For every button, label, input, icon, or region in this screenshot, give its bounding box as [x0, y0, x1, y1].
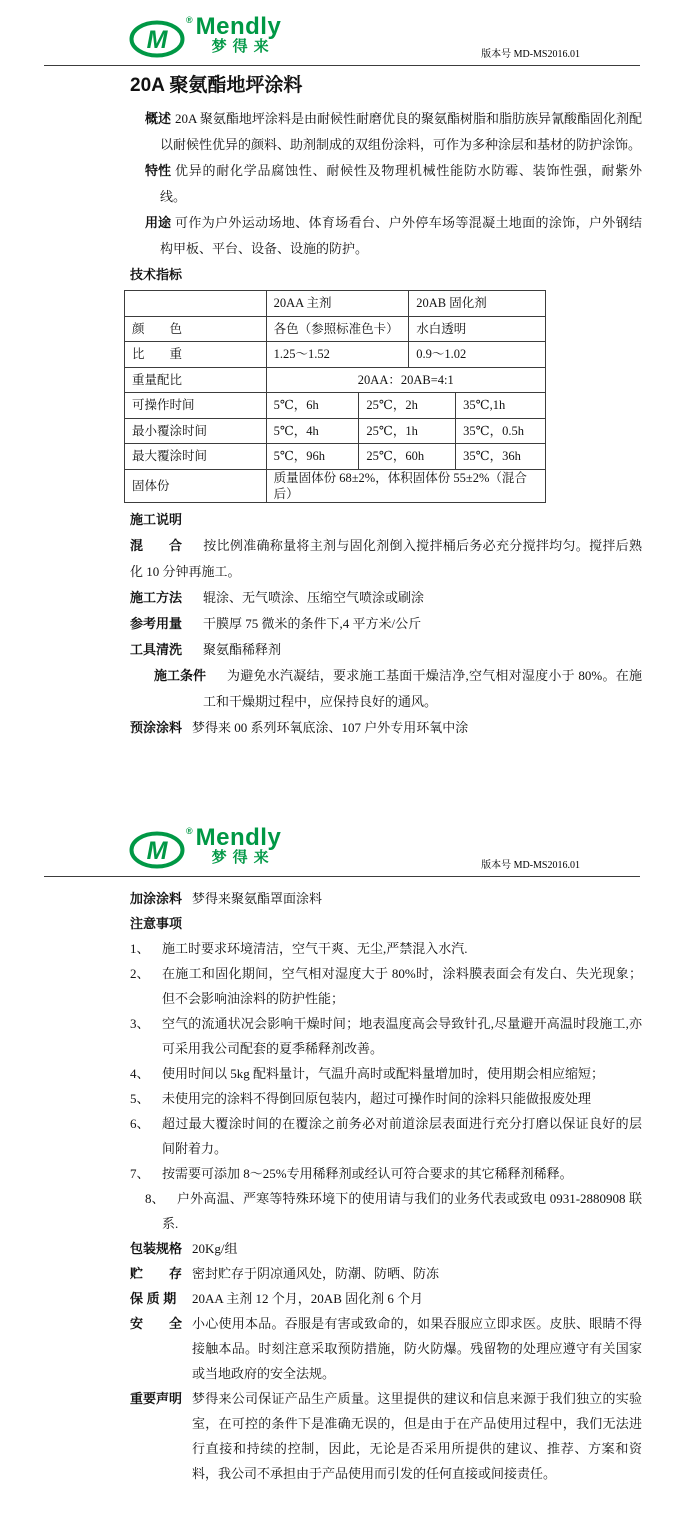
usage-text: 可作为户外运动场地、体育场看台、户外停车场等混凝土地面的涂饰，户外钢结构甲板、平台、设备、设施的防护。 [160, 215, 642, 256]
version-number: 版本号 MD-MS2016.01 [481, 859, 580, 871]
cell-min-recoat-35c: 35℃，0.5h [456, 418, 546, 444]
application-heading: 施工说明 [130, 511, 183, 527]
mendly-logo-emblem-icon [128, 16, 188, 60]
table-row-solids [125, 469, 546, 502]
table-row-pot-life [125, 393, 546, 419]
section-features [130, 158, 642, 210]
list-item [130, 1186, 642, 1236]
section-overview [130, 106, 642, 158]
note-number: 7、 [130, 1165, 150, 1181]
list-item [130, 1161, 642, 1186]
note-text: 使用时间以 5kg 配料量计，气温升高时或配料量增加时，使用期会相应缩短； [162, 1065, 605, 1081]
table-row-gravity [125, 342, 546, 368]
packaging-label: 包装规格 [130, 1240, 183, 1256]
table-row-header [125, 291, 546, 317]
list-item [130, 1086, 642, 1111]
cell-empty [125, 291, 267, 317]
section-storage [130, 1261, 642, 1286]
header-divider [44, 65, 640, 66]
overview-text: 20A 聚氨酯地坪涂料是由耐候性耐磨优良的聚氨酯树脂和脂肪族异氰酸酯固化剂配以耐候性优异的颜料、助剂制成的双组份涂料，可作为多种涂层和基材的防护涂饰。 [160, 111, 642, 152]
note-text: 空气的流通状况会影响干燥时间；地表温度高会导致针孔,尽量避开高温时段施工,亦可采用我公司配套的夏季稀释剂改善。 [162, 1015, 642, 1056]
section-precoat [130, 715, 642, 741]
cell-min-recoat-5c: 5℃，4h [266, 418, 359, 444]
notes-list [130, 936, 642, 1236]
cleaning-text: 聚氨酯稀释剂 [203, 641, 282, 657]
table-row-ratio [125, 367, 546, 393]
cell-color-main: 各色（参照标准色卡） [266, 316, 409, 342]
features-text: 优异的耐化学品腐蚀性、耐候性及物理机械性能防水防霉、装饰性强，耐紫外线。 [160, 163, 642, 204]
precoat-label: 预涂涂料 [130, 719, 183, 735]
table-row-color [125, 316, 546, 342]
table-row-max-recoat [125, 444, 546, 470]
cell-gravity-hardener: 0.9～1.02 [409, 342, 546, 368]
section-coverage [130, 611, 642, 637]
cell-main-agent-header: 20AA 主剂 [266, 291, 409, 317]
section-conditions [130, 663, 642, 715]
method-text: 辊涂、无气喷涂、压缩空气喷涂或刷涂 [203, 589, 425, 605]
section-safety [130, 1311, 642, 1386]
note-text: 未使用完的涂料不得倒回原包装内，超过可操作时间的涂料只能做报废处理 [162, 1090, 592, 1106]
conditions-text: 为避免水汽凝结，要求施工基面干燥洁净,空气相对湿度小于 80%。在施工和干燥期过程中，应保持良好的通风。 [203, 667, 642, 709]
usage-label: 用途 [145, 215, 172, 230]
list-item [130, 1111, 642, 1161]
page-title: 20A 聚氨酯地坪涂料 [130, 75, 303, 96]
page2-content [130, 886, 642, 1486]
table-row-min-recoat [125, 418, 546, 444]
page-2 [0, 811, 687, 1486]
cell-color-hardener: 水白透明 [409, 316, 546, 342]
section-shelf-life [130, 1286, 642, 1311]
safety-label: 安 全 [130, 1315, 183, 1331]
registered-trademark-icon: ® [186, 825, 193, 836]
cell-max-recoat-25c: 25℃，60h [359, 444, 456, 470]
note-number: 2、 [130, 965, 150, 981]
coverage-text: 干膜厚 75 微米的条件下,4 平方米/公斤 [203, 615, 422, 631]
cell-max-recoat-label: 最大覆涂时间 [125, 444, 267, 470]
note-text: 施工时要求环境清洁，空气干爽、无尘,严禁混入水汽. [162, 940, 468, 956]
brand-name-en: Mendly [195, 13, 282, 40]
version-number: 版本号 MD-MS2016.01 [481, 49, 580, 60]
shelf-life-label: 保 质 期 [130, 1290, 177, 1306]
header-divider [44, 876, 640, 877]
section-topcoat [130, 886, 642, 911]
mixing-text: 按比例准确称量将主剂与固化剂倒入搅拌桶后务必充分搅拌均匀。搅拌后熟化 10 分钟再施工。 [130, 537, 642, 579]
cell-color-label: 颜 色 [125, 316, 267, 342]
list-item [130, 961, 642, 1011]
cell-max-recoat-5c: 5℃，96h [266, 444, 359, 470]
page-header [0, 811, 687, 876]
section-disclaimer [130, 1386, 642, 1486]
topcoat-text: 梦得来聚氨酯罩面涂料 [192, 890, 323, 906]
logo-wordmark [195, 823, 282, 866]
cell-min-recoat-label: 最小覆涂时间 [125, 418, 267, 444]
cell-min-recoat-25c: 25℃，1h [359, 418, 456, 444]
note-text: 按需要可添加 8～25%专用稀释剂或经认可符合要求的其它稀释剂稀释。 [162, 1165, 573, 1181]
mendly-logo-emblem-icon [128, 827, 188, 871]
conditions-label: 施工条件 [154, 667, 207, 683]
packaging-text: 20Kg/组 [192, 1240, 238, 1256]
cell-gravity-main: 1.25～1.52 [266, 342, 409, 368]
note-number: 1、 [130, 940, 150, 956]
section-mixing [130, 533, 642, 585]
note-number: 3、 [130, 1015, 150, 1031]
shelf-life-text: 20AA 主剂 12 个月，20AB 固化剂 6 个月 [192, 1290, 424, 1306]
brand-name-en: Mendly [195, 823, 282, 851]
cell-gravity-label: 比 重 [125, 342, 267, 368]
brand-name-cn: 梦得来 [211, 38, 275, 55]
note-number: 4、 [130, 1065, 150, 1081]
cell-pot-5c: 5℃，6h [266, 393, 359, 419]
features-label: 特性 [145, 163, 172, 178]
page1-content [130, 71, 642, 741]
note-number: 6、 [130, 1115, 150, 1131]
notes-heading: 注意事项 [130, 915, 183, 931]
list-item [130, 936, 642, 961]
section-packaging [130, 1236, 642, 1261]
note-text: 在施工和固化期间，空气相对湿度大于 80%时，涂料膜表面会有发白、失光现象；但不会影响油涂料的防护性能； [162, 965, 642, 1006]
method-label: 施工方法 [130, 589, 183, 605]
cell-ratio-value: 20AA：20AB=4:1 [266, 367, 545, 393]
storage-text: 密封贮存于阴凉通风处，防潮、防晒、防冻 [192, 1265, 440, 1281]
list-item [130, 1011, 642, 1061]
cell-hardener-header: 20AB 固化剂 [409, 291, 546, 317]
cell-solids-value: 质量固体份 68±2%，体积固体份 55±2%（混合后） [266, 469, 545, 502]
mendly-logo [128, 823, 282, 871]
brand-name-cn: 梦得来 [211, 848, 275, 866]
cell-pot-label: 可操作时间 [125, 393, 267, 419]
section-method [130, 585, 642, 611]
specs-heading: 技术指标 [130, 267, 183, 282]
cell-ratio-label: 重量配比 [125, 367, 267, 393]
note-number: 8、 [145, 1190, 165, 1206]
disclaimer-label: 重要声明 [130, 1390, 183, 1406]
page-gap [0, 741, 687, 811]
note-number: 5、 [130, 1090, 150, 1106]
specs-table [124, 290, 546, 503]
overview-label: 概述 [145, 111, 172, 126]
coverage-label: 参考用量 [130, 615, 183, 631]
precoat-text: 梦得来 00 系列环氧底涂、107 户外专用环氧中涂 [192, 719, 469, 735]
note-text: 超过最大覆涂时间的在覆涂之前务必对前道涂层表面进行充分打磨以保证良好的层间附着力。 [162, 1115, 642, 1156]
logo-monogram: M [146, 836, 168, 865]
section-cleaning [130, 637, 642, 663]
section-usage [130, 210, 642, 262]
topcoat-label: 加涂涂料 [130, 890, 183, 906]
logo-monogram: M [146, 26, 168, 54]
note-text: 户外高温、严寒等特殊环境下的使用请与我们的业务代表或致电 0931-2880908 联系. [162, 1190, 642, 1231]
mixing-label: 混 合 [130, 537, 183, 553]
cell-pot-25c: 25℃，2h [359, 393, 456, 419]
page-1 [0, 0, 687, 741]
page-header [0, 0, 687, 65]
cell-pot-35c: 35℃,1h [456, 393, 546, 419]
cleaning-label: 工具清洗 [130, 641, 183, 657]
cell-max-recoat-35c: 35℃，36h [456, 444, 546, 470]
storage-label: 贮 存 [130, 1265, 183, 1281]
disclaimer-text: 梦得来公司保证产品生产质量。这里提供的建议和信息来源于我们独立的实验室，在可控的条件下是准确无误的，但是由于在产品使用过程中，我们无法进行直接和持续的控制，因此，无论是否采用所提供的建议、推荐、方案和资料，我公司不承担由于产品使用而引发的任何直接或间接责任。 [192, 1390, 642, 1481]
safety-text: 小心使用本品。吞服是有害或致命的，如果吞服应立即求医。皮肤、眼睛不得接触本品。时刻注意采取预防措施，防火防爆。残留物的处理应遵守有关国家或当地政府的安全法规。 [192, 1315, 642, 1381]
registered-trademark-icon: ® [186, 15, 193, 25]
list-item [130, 1061, 642, 1086]
mendly-logo [128, 13, 282, 60]
logo-wordmark [195, 13, 282, 55]
cell-solids-label: 固体份 [125, 469, 267, 502]
